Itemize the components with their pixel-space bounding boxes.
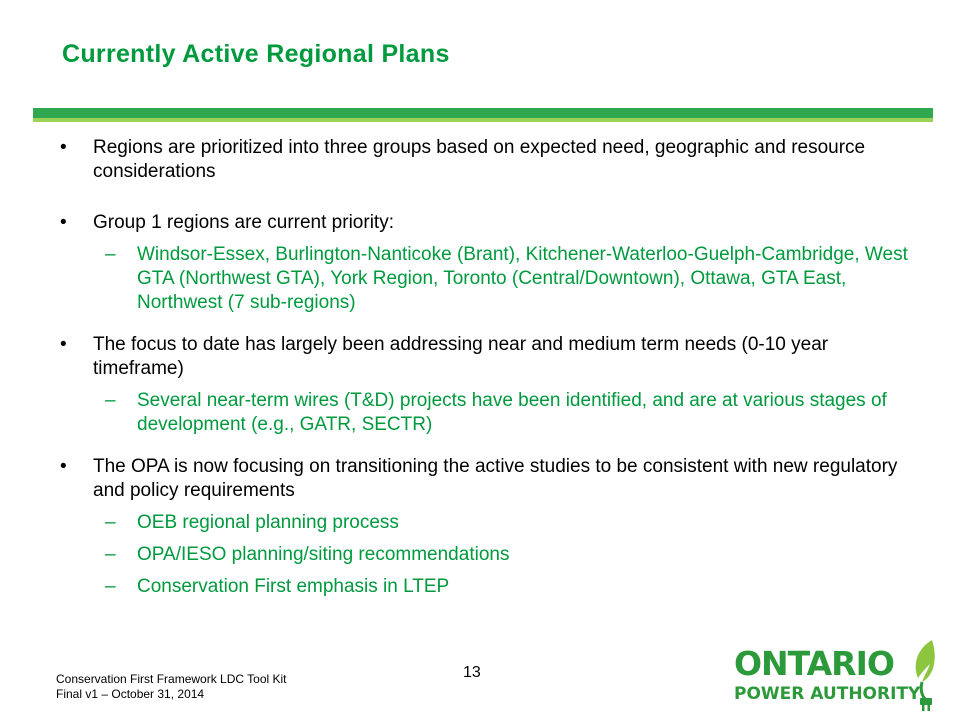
- bullet-item: [60, 455, 920, 503]
- bullet-item: [60, 211, 920, 235]
- sub-bullet-item: [60, 575, 920, 599]
- slide-title: Currently Active Regional Plans: [62, 40, 450, 68]
- bullet-text: The OPA is now focusing on transitioning the active studies to be consistent with new regulatory and policy requirements: [93, 456, 898, 501]
- bullet-list: [60, 136, 920, 599]
- sub-bullet-text: Windsor-Essex, Burlington-Nanticoke (Brant), Kitchener-Waterloo-Guelph-Cambridge, West GTA (Northwest GTA), York Region, Toronto (Central/Downtown), Ottawa, GTA East, Northwest (7 sub-regions): [137, 244, 908, 313]
- title-divider-accent: [33, 118, 933, 122]
- logo-line-2: POWER AUTHORITY: [734, 684, 921, 704]
- footer-line-2: Final v1 – October 31, 2014: [56, 687, 205, 701]
- bullet-marker: •: [60, 334, 67, 355]
- bullet-marker: •: [60, 212, 67, 233]
- footer-line-1: Conservation First Framework LDC Tool Kit: [56, 672, 287, 686]
- bullet-marker: •: [60, 456, 67, 477]
- sub-bullet-marker: –: [105, 512, 116, 533]
- sub-bullet-marker: –: [105, 244, 116, 265]
- leaf-plug-icon: [908, 638, 940, 712]
- bullet-marker: •: [60, 137, 67, 158]
- bullet-item: [60, 333, 920, 381]
- footer-caption: [56, 672, 287, 702]
- sub-bullet-item: [60, 243, 920, 315]
- logo-line-1: ONTARIO: [734, 644, 894, 683]
- sub-bullet-text: OEB regional planning process: [137, 512, 399, 533]
- sub-bullet-marker: –: [105, 576, 116, 597]
- sub-bullet-marker: –: [105, 390, 116, 411]
- bullet-text: Regions are prioritized into three groups based on expected need, geographic and resource considerations: [93, 137, 866, 182]
- sub-bullet-marker: –: [105, 544, 116, 565]
- sub-bullet-item: [60, 543, 920, 567]
- sub-bullet-text: Several near-term wires (T&D) projects have been identified, and are at various stages of development (e.g., GATR, SECTR): [137, 390, 887, 435]
- sub-bullet-item: [60, 389, 920, 437]
- title-divider: [33, 108, 933, 118]
- bullet-text: Group 1 regions are current priority:: [93, 212, 394, 233]
- ontario-power-authority-logo: [734, 638, 940, 712]
- sub-bullet-text: OPA/IESO planning/siting recommendations: [137, 544, 510, 565]
- sub-bullet-item: [60, 511, 920, 535]
- bullet-text: The focus to date has largely been addressing near and medium term needs (0-10 year timeframe): [93, 334, 829, 379]
- sub-bullet-text: Conservation First emphasis in LTEP: [137, 576, 450, 597]
- bullet-item: [60, 136, 920, 184]
- page-number: 13: [463, 664, 481, 681]
